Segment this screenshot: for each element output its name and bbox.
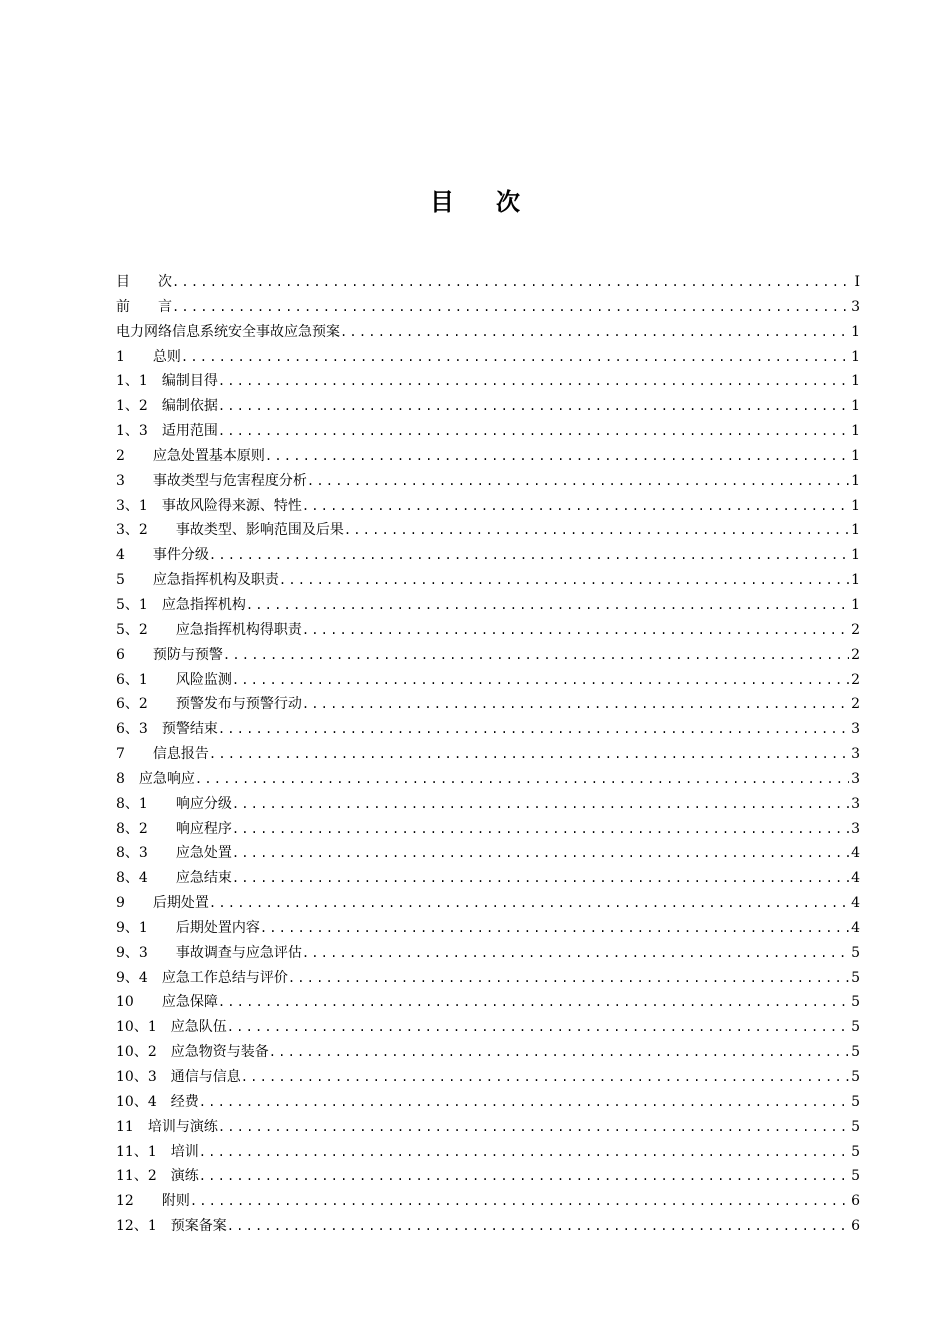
toc-dot-leader xyxy=(232,792,849,817)
toc-dot-leader xyxy=(269,1040,849,1065)
toc-entry-label: 电力网络信息系统安全事故应急预案 xyxy=(116,323,340,340)
toc-entry-page-number: 3 xyxy=(851,298,860,315)
toc-dot-leader xyxy=(199,1140,849,1165)
toc-entry[interactable] xyxy=(116,792,860,817)
toc-entry[interactable] xyxy=(116,270,860,295)
toc-entry-page-number: 1 xyxy=(851,547,860,564)
toc-entry-page-number: 5 xyxy=(851,994,860,1011)
toc-entry-label: 5 应急指挥机构及职责 xyxy=(116,572,279,589)
toc-entry-label: 8、3 应急处置 xyxy=(116,845,232,862)
toc-entry-label: 9、3 事故调查与应急评估 xyxy=(116,944,302,961)
toc-entry-page-number: 4 xyxy=(851,895,860,912)
table-of-contents xyxy=(116,270,860,1239)
toc-entry-label: 2 应急处置基本原则 xyxy=(116,447,265,464)
toc-entry-label: 9 后期处置 xyxy=(116,895,209,912)
toc-entry-label: 10、3 通信与信息 xyxy=(116,1069,241,1085)
toc-dot-leader xyxy=(246,593,849,618)
toc-dot-leader xyxy=(279,568,849,593)
toc-entry-page-number: 1 xyxy=(851,572,860,589)
toc-entry-page-number: 2 xyxy=(851,646,860,663)
toc-entry-label: 6、2 预警发布与预警行动 xyxy=(116,696,302,713)
toc-entry[interactable] xyxy=(116,1140,860,1165)
toc-entry-label: 6 预防与预警 xyxy=(116,646,223,663)
toc-entry[interactable] xyxy=(116,1040,860,1065)
toc-dot-leader xyxy=(218,419,849,444)
toc-entry-label: 5、1 应急指挥机构 xyxy=(116,596,246,613)
toc-entry[interactable] xyxy=(116,345,860,370)
toc-entry-page-number: 1 xyxy=(851,497,860,514)
toc-entry-page-number: 6 xyxy=(851,1193,860,1210)
toc-entry[interactable] xyxy=(116,518,860,543)
toc-dot-leader xyxy=(344,518,849,543)
toc-entry-label: 1、1 编制目得 xyxy=(116,373,218,390)
toc-entry[interactable] xyxy=(116,543,860,568)
toc-entry-page-number: 3 xyxy=(851,795,860,812)
toc-entry[interactable] xyxy=(116,1065,860,1090)
toc-entry-page-number: 5 xyxy=(851,1093,860,1110)
toc-dot-leader xyxy=(218,1115,849,1140)
toc-entry-label: 9、4 应急工作总结与评价 xyxy=(116,969,288,986)
toc-dot-leader xyxy=(199,1164,849,1189)
toc-dot-leader xyxy=(232,668,849,693)
toc-entry[interactable] xyxy=(116,916,860,941)
toc-entry-page-number: 5 xyxy=(851,1118,860,1135)
toc-entry-page-number: 3 xyxy=(851,721,860,738)
toc-entry[interactable] xyxy=(116,866,860,891)
toc-dot-leader xyxy=(218,369,849,394)
toc-dot-leader xyxy=(288,966,849,991)
toc-entry-label: 10、2 应急物资与装备 xyxy=(116,1044,269,1061)
toc-dot-leader xyxy=(227,1015,849,1040)
toc-entry-page-number: 1 xyxy=(851,447,860,464)
toc-entry-page-number: 1 xyxy=(851,323,860,340)
toc-entry[interactable] xyxy=(116,444,860,469)
toc-entry-page-number: 1 xyxy=(851,522,860,539)
toc-dot-leader xyxy=(241,1065,849,1090)
toc-entry-label: 10、1 应急队伍 xyxy=(116,1019,227,1036)
toc-dot-leader xyxy=(307,469,849,494)
toc-entry[interactable] xyxy=(116,1015,860,1040)
toc-dot-leader xyxy=(209,742,849,767)
toc-entry-label: 6、1 风险监测 xyxy=(116,671,232,688)
toc-entry[interactable] xyxy=(116,742,860,767)
toc-entry-label: 3、2 事故类型、影响范围及后果 xyxy=(116,522,344,539)
toc-entry-page-number: 5 xyxy=(851,1069,860,1085)
toc-entry-label: 3、1 事故风险得来源、特性 xyxy=(116,497,302,514)
toc-entry-page-number: 3 xyxy=(851,770,860,787)
toc-entry-label: 11、2 演练 xyxy=(116,1168,199,1185)
page-title: 目次 xyxy=(430,188,562,216)
toc-dot-leader xyxy=(181,345,849,370)
toc-dot-leader xyxy=(190,1189,849,1214)
toc-entry[interactable] xyxy=(116,1189,860,1214)
toc-entry[interactable] xyxy=(116,841,860,866)
toc-entry[interactable] xyxy=(116,593,860,618)
toc-dot-leader xyxy=(209,543,849,568)
toc-dot-leader xyxy=(302,941,849,966)
toc-entry-page-number: 4 xyxy=(851,845,860,862)
toc-entry-page-number: 5 xyxy=(851,1019,860,1036)
toc-entry[interactable] xyxy=(116,369,860,394)
toc-dot-leader xyxy=(218,990,849,1015)
toc-entry-label: 8、1 响应分级 xyxy=(116,795,232,812)
toc-entry-label: 1、3 适用范围 xyxy=(116,423,218,440)
toc-entry-label: 11 培训与演练 xyxy=(116,1118,218,1135)
toc-entry[interactable] xyxy=(116,767,860,792)
toc-entry-page-number: 1 xyxy=(851,348,860,365)
toc-entry-page-number: 5 xyxy=(851,1143,860,1160)
toc-entry[interactable] xyxy=(116,1214,860,1239)
toc-entry-page-number: 1 xyxy=(851,423,860,440)
toc-entry[interactable] xyxy=(116,1090,860,1115)
toc-dot-leader xyxy=(172,295,849,320)
toc-entry[interactable] xyxy=(116,394,860,419)
toc-entry-page-number: 4 xyxy=(851,870,860,887)
toc-entry-page-number: 2 xyxy=(851,671,860,688)
toc-entry-label: 8、2 响应程序 xyxy=(116,820,232,837)
toc-entry-label: 6、3 预警结束 xyxy=(116,721,218,738)
toc-dot-leader xyxy=(209,891,849,916)
toc-entry-page-number: 4 xyxy=(851,919,860,936)
toc-dot-leader xyxy=(199,1090,849,1115)
toc-dot-leader xyxy=(232,841,849,866)
toc-entry[interactable] xyxy=(116,966,860,991)
toc-entry-page-number: 1 xyxy=(851,373,860,390)
toc-entry[interactable] xyxy=(116,618,860,643)
toc-entry[interactable] xyxy=(116,990,860,1015)
toc-entry-page-number: 3 xyxy=(851,746,860,763)
toc-entry-label: 12 附则 xyxy=(116,1193,190,1210)
toc-entry[interactable] xyxy=(116,295,860,320)
toc-entry-page-number: 5 xyxy=(851,1044,860,1061)
toc-dot-leader xyxy=(260,916,849,941)
toc-entry[interactable] xyxy=(116,643,860,668)
toc-entry-label: 7 信息报告 xyxy=(116,746,209,763)
toc-entry-page-number: 5 xyxy=(851,969,860,986)
toc-entry-label: 11、1 培训 xyxy=(116,1143,199,1160)
toc-dot-leader xyxy=(340,320,849,345)
toc-entry[interactable] xyxy=(116,668,860,693)
toc-dot-leader xyxy=(265,444,849,469)
toc-dot-leader xyxy=(223,643,849,668)
toc-entry-page-number: 6 xyxy=(851,1218,860,1235)
toc-dot-leader xyxy=(195,767,849,792)
toc-entry-page-number: 2 xyxy=(851,696,860,713)
toc-entry-page-number: 1 xyxy=(851,596,860,613)
toc-dot-leader xyxy=(302,618,849,643)
toc-entry[interactable] xyxy=(116,419,860,444)
toc-entry-label: 1 总则 xyxy=(116,348,181,365)
toc-entry[interactable] xyxy=(116,469,860,494)
toc-entry-label: 4 事件分级 xyxy=(116,547,209,564)
toc-entry-label: 前 言 xyxy=(116,298,172,315)
toc-entry[interactable] xyxy=(116,320,860,345)
toc-entry-label: 8、4 应急结束 xyxy=(116,870,232,887)
toc-entry-label: 9、1 后期处置内容 xyxy=(116,919,260,936)
toc-entry[interactable] xyxy=(116,1164,860,1189)
toc-dot-leader xyxy=(218,717,849,742)
toc-entry[interactable] xyxy=(116,941,860,966)
toc-entry[interactable] xyxy=(116,692,860,717)
toc-entry-label: 1、2 编制依据 xyxy=(116,398,218,415)
toc-entry-page-number: 3 xyxy=(851,820,860,837)
toc-dot-leader xyxy=(227,1214,849,1239)
toc-dot-leader xyxy=(302,692,849,717)
toc-entry[interactable] xyxy=(116,717,860,742)
toc-entry[interactable] xyxy=(116,1115,860,1140)
toc-entry[interactable] xyxy=(116,891,860,916)
toc-entry-label: 5、2 应急指挥机构得职责 xyxy=(116,621,302,638)
toc-dot-leader xyxy=(218,394,849,419)
toc-entry-label: 8 应急响应 xyxy=(116,770,195,787)
toc-entry[interactable] xyxy=(116,568,860,593)
toc-entry-label: 10 应急保障 xyxy=(116,994,218,1011)
toc-dot-leader xyxy=(302,494,849,519)
toc-entry-page-number: 5 xyxy=(851,944,860,961)
toc-dot-leader xyxy=(232,817,849,842)
toc-entry-page-number: 1 xyxy=(851,472,860,489)
toc-entry-page-number: I xyxy=(854,274,860,290)
toc-dot-leader xyxy=(172,270,852,295)
toc-dot-leader xyxy=(232,866,849,891)
toc-entry[interactable] xyxy=(116,494,860,519)
toc-entry-page-number: 1 xyxy=(851,398,860,415)
toc-entry[interactable] xyxy=(116,817,860,842)
toc-entry-label: 3 事故类型与危害程度分析 xyxy=(116,472,307,489)
toc-entry-page-number: 5 xyxy=(851,1168,860,1185)
toc-entry-label: 12、1 预案备案 xyxy=(116,1218,227,1235)
toc-entry-label: 目 次 xyxy=(116,274,172,290)
toc-entry-label: 10、4 经费 xyxy=(116,1093,199,1110)
toc-entry-page-number: 2 xyxy=(851,621,860,638)
